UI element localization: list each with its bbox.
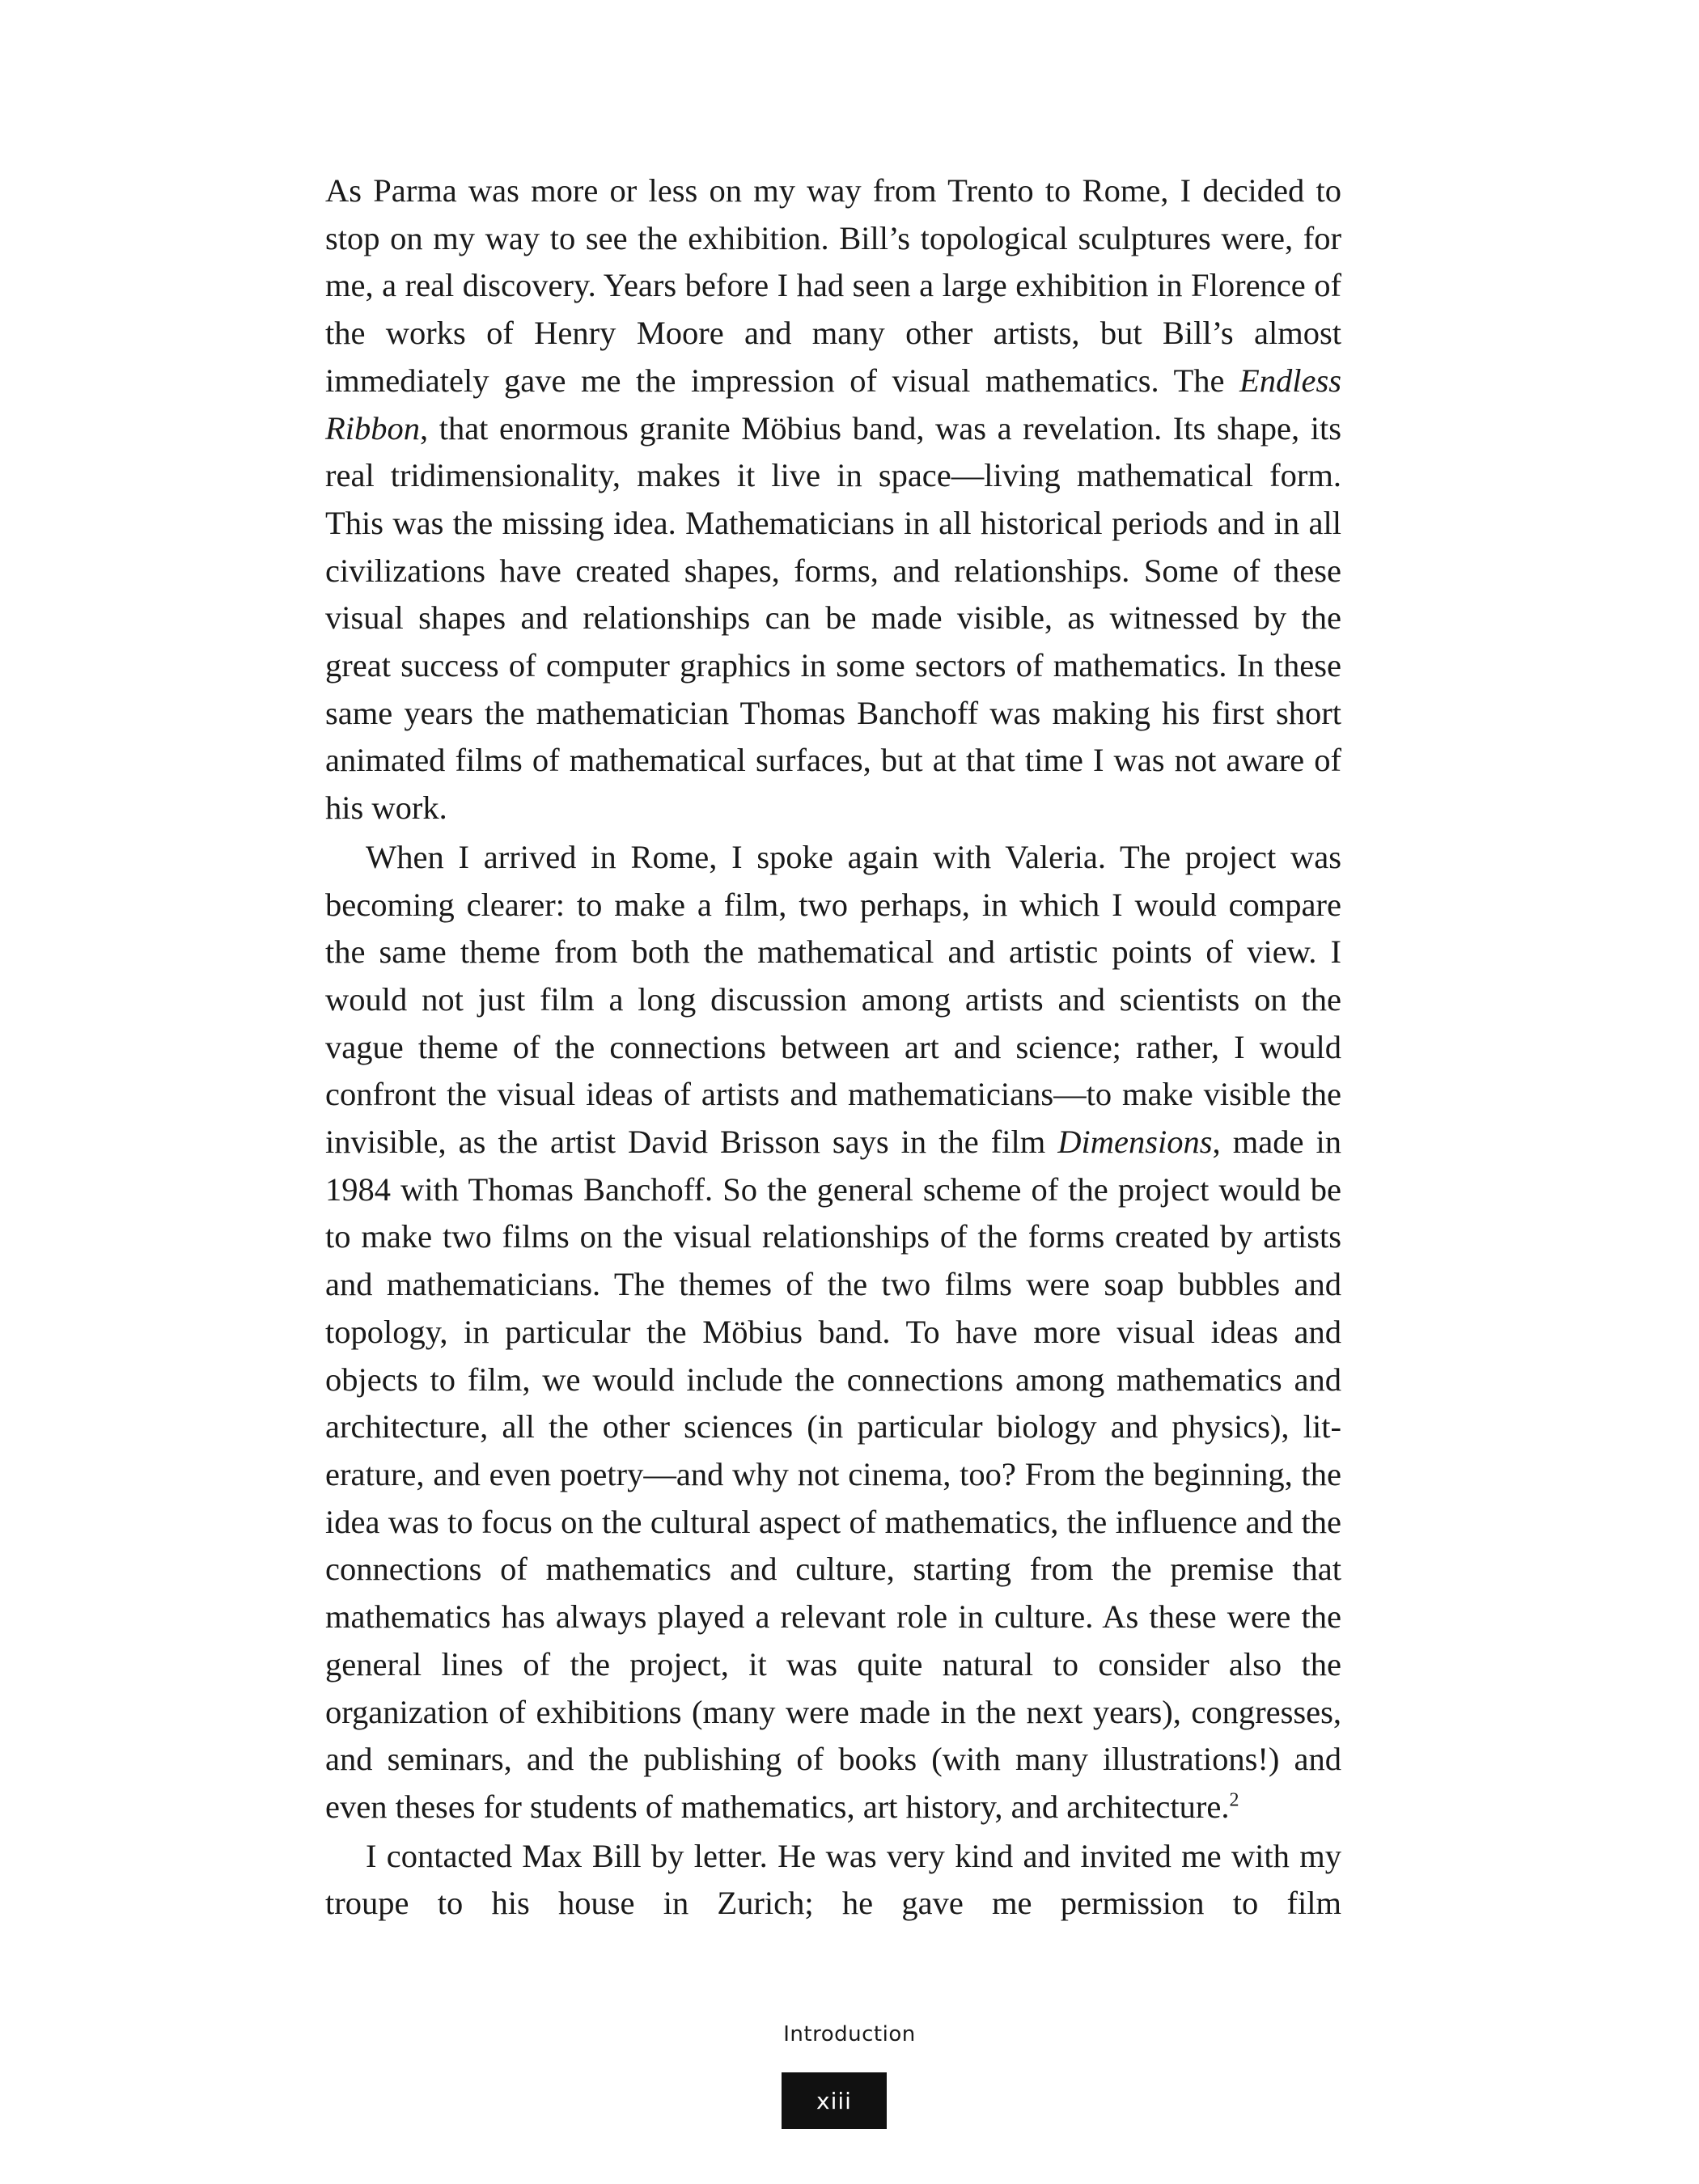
running-footer-title: Introduction [783,2022,916,2046]
paragraph-text: I contacted Max Bill by letter. He was very kind and invited me with my troupe to his house in Zurich; he gave me permission to film [325,1837,1341,1922]
paragraph-text: As Parma was more or less on my way from Trento to Rome, I decided to stop on my way to see the exhibition. Bill’s topological sculptures were, for me, a real discovery. Years before I had seen a large exhibition in Florence of the works of Henry Moore and many other artists, but Bill’s almost immediately gave me the impression of visual mathematics. The [325,172,1341,399]
paragraph-text: , made in 1984 with Thomas Banchoff. So the general scheme of the project would be to make two films on the visual relationships of the forms created by artists and mathematicians. The themes of the two films were soap bubbles and topology, in particular the Möbius band. To have more visual ideas and objects to film, we would include the connections among mathematics and architecture, all the other sciences (in particular biology and physics), literature, and even poetry—and why not cinema, too? From the beginning, the idea was to focus on the cultural aspect of mathematics, the influence and the connections of mathematics and culture, starting from the premise that mathematics has always played a relevant role in culture. As these were the general lines of the project, it was quite natural to consider also the organization of exhibitions (many were made in the next years), congresses, and seminars, and the publishing of books (with many illustrations!) and even theses for students of mathematics, art history, and architecture. [325,1124,1341,1825]
page-number: xiii [816,2087,852,2114]
paragraph-text: , that enormous granite Möbius band, was a revelation. Its shape, its real tridimensionality, makes it live in space—living mathematical form. This was the missing idea. Mathematicians in all historical periods and in all civilizations have created shapes, forms, and relationships. Some of these visual shapes and relationships can be made visible, as witnessed by the great success of computer graphics in some sectors of mathematics. In these same years the mathematician Thomas Banchoff was making his first short animated films of mathematical surfaces, but at that time I was not aware of his work. [325,409,1341,827]
paragraph-3 [325,1833,1341,1928]
artwork-title-endless-ribbon: Endless Ribbon [325,362,1341,447]
body-text [325,167,1341,1928]
paragraph-1 [325,167,1341,832]
paragraph-2 [325,834,1341,1831]
footnote-marker[interactable]: 2 [1229,1789,1239,1811]
paragraph-text: When I arrived in Rome, I spoke again with Valeria. The project was becoming clearer: to make a film, two perhaps, in which I would compare the same theme from both the mathematical and artistic points of view. I would not just film a long discussion among artists and scientists on the vague theme of the connections between art and science; rather, I would confront the visual ideas of artists and mathematicians—to make visible the invisible, as the artist David Brisson says in the film [325,838,1341,1161]
film-title-dimensions: Dimensions [1057,1124,1213,1161]
page-number-box [782,2072,887,2129]
